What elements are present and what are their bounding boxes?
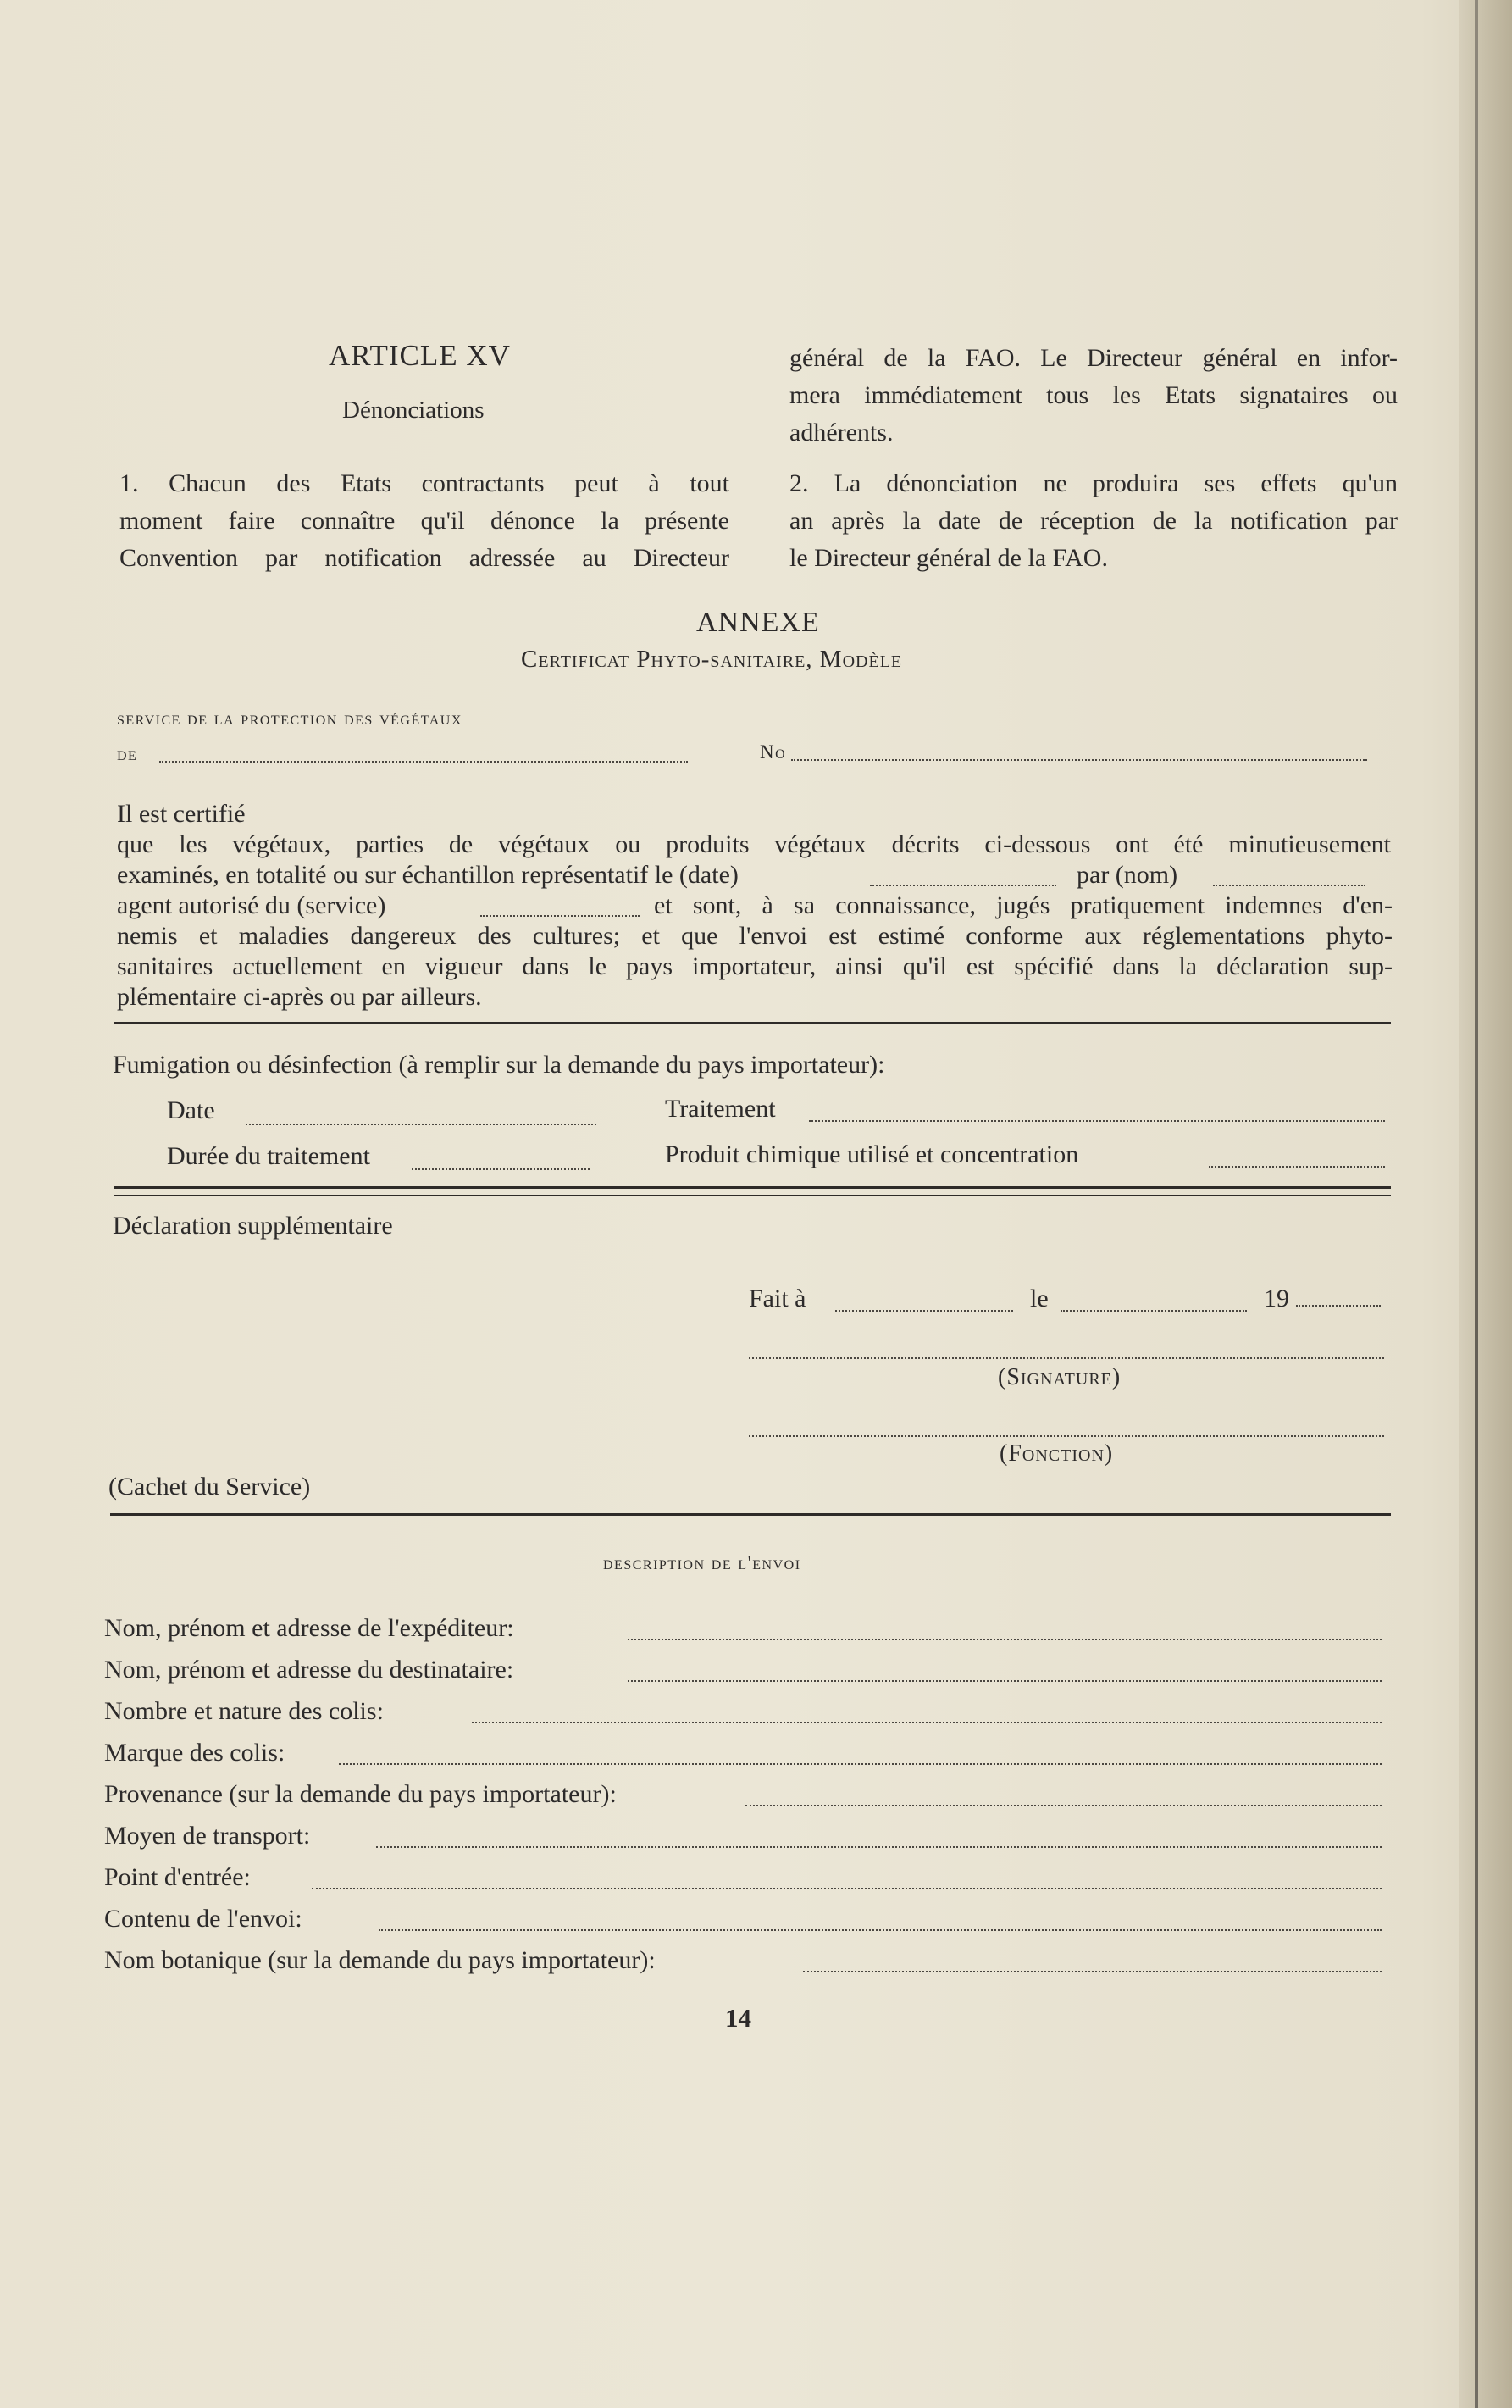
cert-line-1: que les végétaux, parties de végétaux ou produits végétaux décrits ci-dessous ont été minutieusement (117, 830, 1391, 858)
traitement-field[interactable] (809, 1120, 1385, 1122)
duree-field[interactable] (412, 1168, 590, 1170)
no-field[interactable] (791, 759, 1367, 761)
le-field[interactable] (1061, 1310, 1247, 1312)
cert-line-4: et sont, à sa connaissance, jugés pratiquement indemnes d'en- (654, 891, 1393, 919)
right-line: 2. La dénonciation ne produira ses effets qu'un (789, 469, 1398, 497)
produit-field[interactable] (1209, 1166, 1385, 1168)
fonction-field[interactable] (749, 1435, 1384, 1437)
envoi-field-label: Nom, prénom et adresse du destinataire: (104, 1656, 514, 1684)
duree-label: Durée du traitement (167, 1142, 370, 1170)
envoi-field-label: Contenu de l'envoi: (104, 1905, 302, 1933)
cert-line-7: plémentaire ci-après ou par ailleurs. (117, 983, 482, 1011)
botanique-field[interactable] (803, 1971, 1382, 1972)
envoi-field-label: Nombre et nature des colis: (104, 1697, 384, 1725)
le-label: le (1030, 1284, 1049, 1312)
left-line: Convention par notification adressée au Directeur (119, 544, 729, 572)
marque-field[interactable] (339, 1763, 1382, 1765)
annexe-title: ANNEXE (696, 607, 820, 638)
page-number: 14 (725, 2003, 751, 2033)
nom-field[interactable] (1213, 885, 1365, 886)
section-rule (114, 1195, 1391, 1196)
service-header: service de la protection des végétaux (117, 707, 462, 729)
envoi-field-label: Nom botanique (sur la demande du pays importateur): (104, 1946, 656, 1974)
right-line: mera immédiatement tous les Etats signataires ou (789, 381, 1398, 409)
transport-field[interactable] (376, 1846, 1382, 1848)
section-rule (114, 1186, 1391, 1189)
left-line: moment faire connaître qu'il dénonce la présente (119, 507, 729, 535)
service-de-label: de (117, 743, 138, 764)
colis-field[interactable] (472, 1722, 1382, 1723)
par-nom-label: par (nom) (1077, 861, 1178, 889)
date-label: Date (167, 1096, 215, 1124)
fumigation-date-field[interactable] (246, 1124, 596, 1125)
provenance-field[interactable] (745, 1805, 1382, 1806)
section-rule (110, 1513, 1391, 1516)
section-rule (114, 1022, 1391, 1024)
cert-line-3: agent autorisé du (service) (117, 891, 386, 919)
right-line: an après la date de réception de la notification par (789, 507, 1398, 535)
envoi-field-label: Point d'entrée: (104, 1863, 251, 1891)
fumigation-heading: Fumigation ou désinfection (à remplir sur la demande du pays importateur): (113, 1051, 885, 1079)
envoi-field-label: Provenance (sur la demande du pays importateur): (104, 1780, 617, 1808)
signature-label: (Signature) (998, 1364, 1122, 1390)
service-field[interactable] (480, 915, 640, 917)
cachet-label: (Cachet du Service) (108, 1473, 311, 1501)
right-line: général de la FAO. Le Directeur général en infor- (789, 344, 1398, 372)
left-line: 1. Chacun des Etats contractants peut à tout (119, 469, 729, 497)
cert-line-2: examinés, en totalité ou sur échantillon représentatif le (date) (117, 861, 739, 889)
traitement-label: Traitement (665, 1095, 776, 1123)
year-label: 19 (1264, 1284, 1289, 1312)
date-field[interactable] (870, 885, 1056, 886)
envoi-field-label: Marque des colis: (104, 1739, 285, 1767)
contenu-field[interactable] (379, 1929, 1382, 1931)
service-de-field[interactable] (159, 761, 688, 763)
cert-line-6: sanitaires actuellement en vigueur dans le pays importateur, ainsi qu'il est spécifié dans la déclaration sup- (117, 952, 1393, 980)
fait-a-field[interactable] (835, 1310, 1013, 1312)
fait-a-label: Fait à (749, 1284, 806, 1312)
envoi-field-label: Nom, prénom et adresse de l'expéditeur: (104, 1614, 514, 1642)
entree-field[interactable] (312, 1888, 1382, 1889)
signature-field[interactable] (749, 1357, 1384, 1359)
fonction-label: (Fonction) (1000, 1440, 1114, 1467)
article-left-column (119, 465, 729, 577)
destinataire-field[interactable] (628, 1680, 1382, 1682)
article-subtitle: Dénonciations (342, 397, 485, 424)
cert-line-5: nemis et maladies dangereux des cultures; et que l'envoi est estimé conforme aux réglementations phyto- (117, 922, 1393, 950)
expediteur-field[interactable] (628, 1639, 1382, 1640)
no-label: No (760, 741, 787, 763)
right-line: adhérents. (789, 419, 894, 447)
page-edge (1459, 0, 1512, 2408)
produit-label: Produit chimique utilisé et concentration (665, 1140, 1079, 1168)
envoi-heading: description de l'envoi (603, 1552, 801, 1573)
right-line: le Directeur général de la FAO. (789, 544, 1108, 572)
declaration-heading: Déclaration supplémentaire (113, 1212, 393, 1240)
annexe-subtitle: Certificat Phyto-sanitaire, Modèle (521, 646, 903, 673)
year-field[interactable] (1296, 1305, 1381, 1307)
article-title: ARTICLE XV (329, 339, 511, 372)
certifie-intro: Il est certifié (117, 800, 246, 828)
article-right-column (789, 340, 1398, 577)
envoi-field-label: Moyen de transport: (104, 1822, 311, 1850)
binding-shadow (1475, 0, 1478, 2408)
